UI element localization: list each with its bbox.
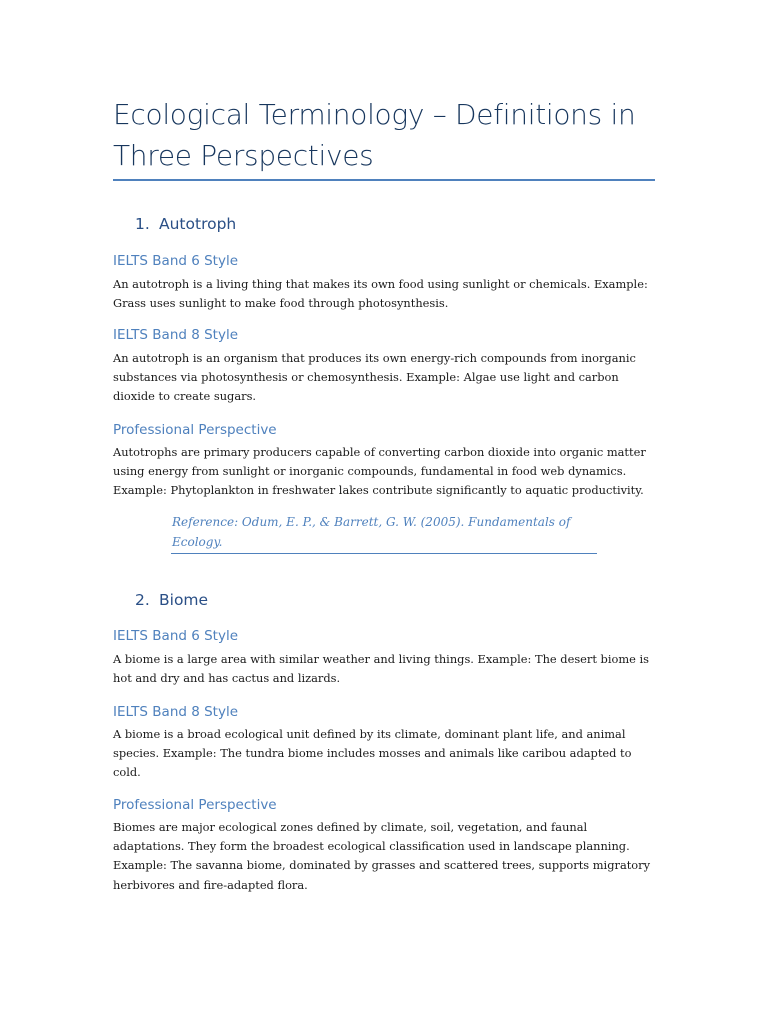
subheading-band8: IELTS Band 8 Style <box>113 704 239 720</box>
reference-underline <box>171 553 597 554</box>
paragraph-professional: Biomes are major ecological zones defined by climate, soil, vegetation, and faunal adaptations. They form the broadest ecological classification used in landscape planning. Example: The savanna biome, dominated by grasses and scattered trees, supports migratory herbivores and fire-adapted flora. <box>113 820 651 892</box>
section-term: Autotroph <box>159 215 237 233</box>
reference-citation: Reference: Odum, E. P., & Barrett, G. W. (2005). Fundamentals of Ecology. <box>172 515 571 549</box>
subheading-band6: IELTS Band 6 Style <box>113 253 239 269</box>
paragraph-band6: An autotroph is a living thing that makes its own food using sunlight or chemicals. Example: Grass uses sunlight to make food through photosynthesis. <box>113 277 648 311</box>
subheading-professional: Professional Perspective <box>113 797 277 813</box>
document-title: Ecological Terminology – Definitions in Three Perspectives <box>113 98 636 172</box>
title-underline <box>113 179 655 181</box>
paragraph-professional: Autotrophs are primary producers capable of converting carbon dioxide into organic matter using energy from sunlight or inorganic compounds, fundamental in food web dynamics. Example: Phytoplankton in freshwater lakes contribute significantly to aquatic productivity. <box>113 445 646 498</box>
paragraph-band8: A biome is a broad ecological unit defined by its climate, dominant plant life, and animal species. Example: The tundra biome includes mosses and animals like caribou adapted to cold. <box>113 727 632 780</box>
section-number: 1. <box>135 215 150 233</box>
paragraph-band8: An autotroph is an organism that produces its own energy-rich compounds from inorganic substances via photosynthesis or chemosynthesis. Example: Algae use light and carbon dioxide to create sugars. <box>113 351 636 404</box>
subheading-professional: Professional Perspective <box>113 422 277 438</box>
section-heading-biome <box>135 590 208 610</box>
section-number: 2. <box>135 591 150 609</box>
section-term: Biome <box>159 591 209 609</box>
section-heading-autotroph <box>135 214 236 234</box>
subheading-band8: IELTS Band 8 Style <box>113 327 239 343</box>
subheading-band6: IELTS Band 6 Style <box>113 628 239 644</box>
paragraph-band6: A biome is a large area with similar weather and living things. Example: The desert biome is hot and dry and has cactus and lizards. <box>113 652 649 686</box>
